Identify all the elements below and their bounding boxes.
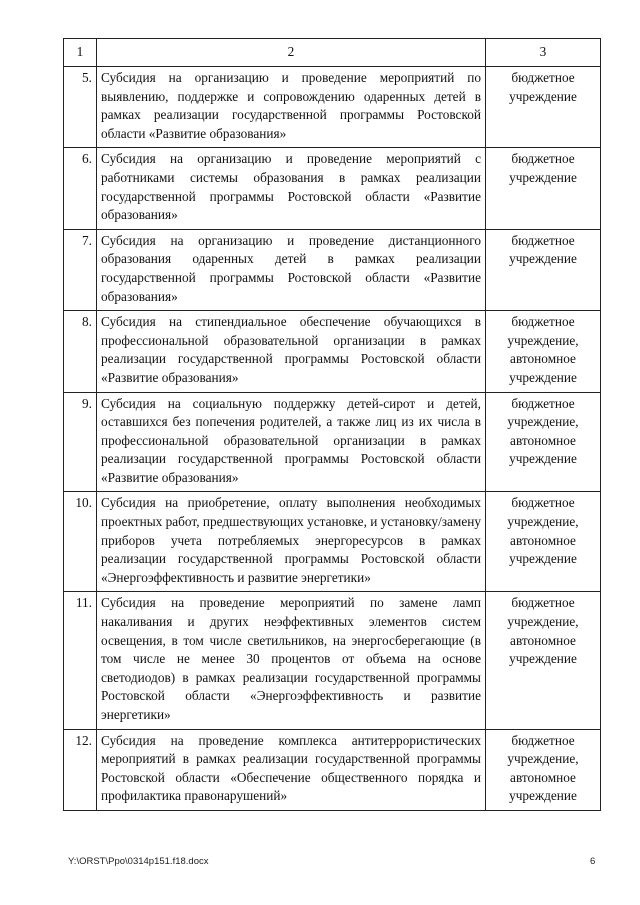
header-col-3: 3 <box>486 39 601 67</box>
table-header-row <box>64 39 601 67</box>
row-institution-type: бюджетное учреждение <box>486 229 601 310</box>
row-institution-type: бюджетное учреждение <box>486 148 601 229</box>
row-description: Субсидия на организацию и проведение дистанционного образования одаренных детей в рамках реализации государственной программы Ростовской области «Развитие образования» <box>97 229 486 310</box>
row-institution-type: бюджетное учреждение <box>486 67 601 148</box>
row-number: 8. <box>64 311 97 392</box>
row-institution-type: бюджетное учреждение, автономное учреждение <box>486 492 601 592</box>
footer-page-number: 6 <box>590 856 596 867</box>
row-description: Субсидия на стипендиальное обеспечение обучающихся в профессиональной образовательной организации в рамках реализации государственной программы Ростовской области «Развитие образования» <box>97 311 486 392</box>
row-description: Субсидия на проведение комплекса антитеррористических мероприятий в рамках реализации государственной программы Ростовской области «Обеспечение общественного порядка и профилактика правонарушений» <box>97 729 486 810</box>
row-description: Субсидия на социальную поддержку детей-сирот и детей, оставшихся без попечения родителей, а также лиц из их числа в профессиональной образовательной организации в рамках реализации государственной программы Ростовской области «Развитие образования» <box>97 392 486 492</box>
row-institution-type: бюджетное учреждение, автономное учреждение <box>486 592 601 729</box>
row-number: 6. <box>64 148 97 229</box>
table-row <box>64 729 601 810</box>
header-col-2: 2 <box>97 39 486 67</box>
table-row <box>64 492 601 592</box>
header-col-1: 1 <box>64 39 97 67</box>
row-number: 12. <box>64 729 97 810</box>
row-number: 11. <box>64 592 97 729</box>
row-description: Субсидия на организацию и проведение мероприятий с работниками системы образования в рамках реализации государственной программы Ростовской области «Развитие образования» <box>97 148 486 229</box>
row-number: 9. <box>64 392 97 492</box>
table-row <box>64 148 601 229</box>
row-description: Субсидия на организацию и проведение мероприятий по выявлению, поддержке и сопровождению одаренных детей в рамках реализации государственной программы Ростовской области «Развитие образования» <box>97 67 486 148</box>
row-description: Субсидия на приобретение, оплату выполнения необходимых проектных работ, предшествующих установке, и установку/замену приборов учета потребляемых энергоресурсов в рамках реализации государственной программы Ростовской области «Энергоэффективность и развитие энергетики» <box>97 492 486 592</box>
table-row <box>64 229 601 310</box>
table-row <box>64 67 601 148</box>
row-institution-type: бюджетное учреждение, автономное учреждение <box>486 311 601 392</box>
row-number: 10. <box>64 492 97 592</box>
footer-file-path: Y:\ORST\Ppo\0314p151.f18.docx <box>68 856 209 867</box>
table-row <box>64 592 601 729</box>
row-number: 5. <box>64 67 97 148</box>
subsidy-table <box>63 38 601 811</box>
row-institution-type: бюджетное учреждение, автономное учреждение <box>486 729 601 810</box>
row-institution-type: бюджетное учреждение, автономное учреждение <box>486 392 601 492</box>
table-row <box>64 392 601 492</box>
table-row <box>64 311 601 392</box>
row-description: Субсидия на проведение мероприятий по замене ламп накаливания и других неэффективных элементов систем освещения, в том числе светильников, на энергосберегающие (в том числе не менее 30 процентов от объема на основе светодиодов) в рамках реализации государственной программы Ростовской области «Энергоэффективность и развитие энергетики» <box>97 592 486 729</box>
row-number: 7. <box>64 229 97 310</box>
